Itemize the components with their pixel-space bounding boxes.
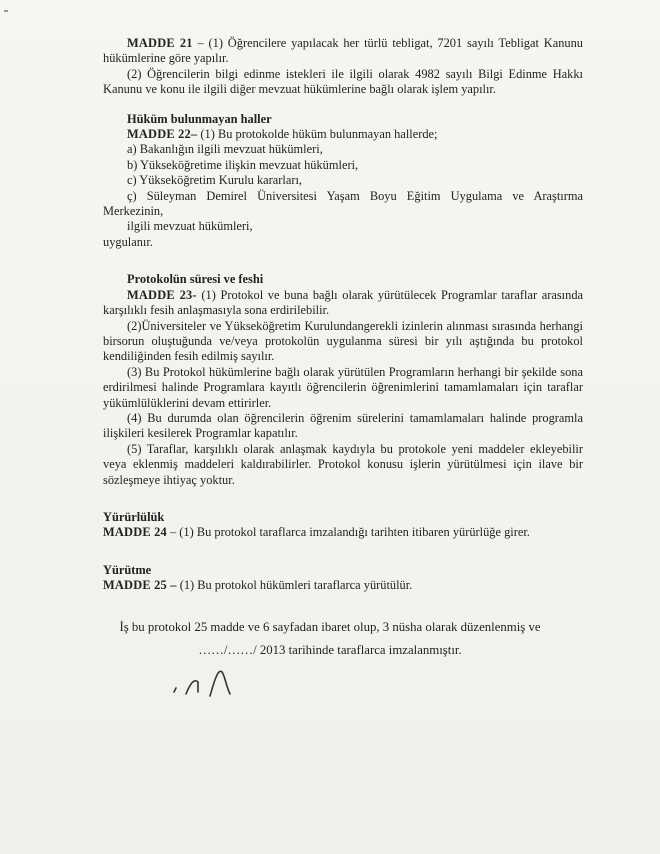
section-heading-sure: Protokolün süresi ve feshi — [127, 272, 264, 287]
madde-22-label: MADDE 22– — [127, 127, 198, 142]
section-heading-yurutme: Yürütme — [103, 562, 152, 577]
handwritten-signature-mark — [170, 662, 250, 702]
madde-23-paragraph-1 — [103, 288, 583, 319]
madde-21-label: MADDE 21 — [127, 36, 193, 50]
madde-21-text-1: – (1) Öğrencilere yapılacak her türlü tebligat, 7201 sayılı Tebligat Kanunu hükümlerine göre yapılır. — [103, 36, 583, 66]
madde-21-paragraph-2: (2) Öğrencilerin bilgi edinme istekleri ile ilgili olarak 4982 sayılı Bilgi Edinme Hakkı Kanunu ve konu ile ilgili diğer mevzuat hükümlerine bağlı olarak işlem yapılır. — [103, 66, 583, 97]
document-body — [103, 36, 583, 594]
madde-22-item-c: c) Yükseköğretim Kurulu kararları, — [127, 173, 303, 188]
madde-22-item-b: b) Yükseköğretime ilişkin mevzuat hükümleri, — [127, 157, 359, 172]
madde-25-paragraph — [103, 578, 583, 593]
section-heading-yururluk: Yürürlülük — [103, 509, 165, 524]
madde-24-text: – (1) Bu protokol taraflarca imzalandığı tarihten itibaren yürürlüğe girer. — [166, 525, 530, 540]
madde-23-label: MADDE 23- — [127, 287, 197, 302]
madde-24-paragraph — [103, 525, 583, 540]
scan-speck — [4, 10, 8, 12]
madde-24-label: MADDE 24 — [103, 525, 167, 540]
madde-22-item-mevzuat: ilgili mevzuat hükümleri, — [127, 219, 253, 234]
madde-23-paragraph-3: (3) Bu Protokol hükümlerine bağlı olarak yürütülen Programların herhangi bir şekilde sona erdirilmesi halinde Programlara kayıtlı öğrencilerin öğrenimlerini tamamlamaları için taraflar yükümlülüklerini devam ettirirler. — [103, 364, 583, 410]
madde-22-intro: (1) Bu protokolde hüküm bulunmayan hallerde; — [197, 127, 438, 142]
madde-25-label: MADDE 25 – — [103, 578, 177, 593]
madde-22-item-cc: ç) Süleyman Demirel Üniversitesi Yaşam Boyu Eğitim Uygulama ve Araştırma Merkezinin, — [103, 188, 583, 219]
madde-23-paragraph-5: (5) Taraflar, karşılıklı olarak anlaşmak kaydıyla bu protokole yeni maddeler ekleyebilir veya eklenmiş maddeleri kaldırabilirler. Protokol konusu işlerin yürütülmesi için ilave bir sözleşmeye ihtiyaç yoktur. — [103, 441, 583, 487]
section-heading-halleri: Hüküm bulunmayan haller — [127, 111, 272, 126]
madde-22-outro: uygulanır. — [103, 234, 153, 249]
madde-23-paragraph-2: (2)Üniversiteler ve Yükseköğretim Kurulundangerekli izinlerin alınması sırasında herhangi birsorun oluştuğunda ve/veya protokolün uygulanma süresi bir yılı aştığında bu protokol kendiliğinden fesih edilmiş sayılır. — [103, 318, 583, 364]
closing-statement-line-1: İş bu protokol 25 madde ve 6 sayfadan ibaret olup, 3 nüsha olarak düzenlenmiş ve — [119, 620, 541, 634]
madde-23-text-1: (1) Protokol ve buna bağlı olarak yürütülecek Programlar taraflar arasında karşılıklı fesih anlaşmasıyla sona erdirilebilir. — [103, 287, 584, 318]
madde-22-item-a: a) Bakanlığın ilgili mevzuat hükümleri, — [127, 142, 323, 157]
madde-23-paragraph-4: (4) Bu durumda olan öğrencilerin öğrenim sürelerini tamamlamaları halinde programla ilişkileri kesilerek Programlar kapatılır. — [103, 410, 583, 441]
closing-statement-line-2: ……/……/ 2013 tarihinde taraflarca imzalanmıştır. — [198, 643, 462, 657]
madde-22-paragraph — [103, 127, 583, 142]
madde-25-text: (1) Bu protokol hükümleri taraflarca yürütülür. — [176, 578, 413, 593]
madde-21-paragraph-1 — [103, 36, 583, 67]
